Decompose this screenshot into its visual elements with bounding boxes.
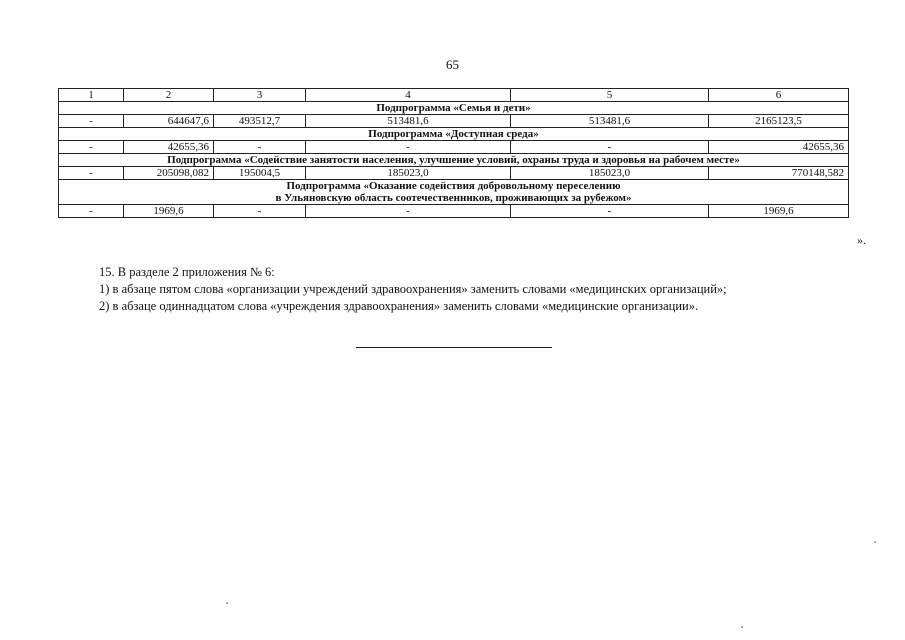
scan-speck (226, 602, 228, 604)
table-cell: 2165123,5 (709, 115, 849, 128)
column-number-2: 2 (124, 89, 214, 102)
table-cell: 770148,582 (709, 167, 849, 180)
subprogram-title: Подпрограмма «Содействие занятости населения, улучшение условий, охраны труда и здоровья на рабочем месте» (59, 154, 849, 167)
subprogram-title: Подпрограмма «Доступная среда» (59, 128, 849, 141)
section-title-row (59, 180, 849, 205)
column-number-5: 5 (511, 89, 709, 102)
table-cell: - (306, 141, 511, 154)
table-cell: - (59, 141, 124, 154)
column-number-1: 1 (59, 89, 124, 102)
table-cell: - (59, 167, 124, 180)
table-row (59, 205, 849, 218)
table-cell: 42655,36 (124, 141, 214, 154)
paragraph-item-1: 1) в абзаце пятом слова «организации учреждений здравоохранения» заменить словами «медицинских организаций»; (99, 282, 727, 296)
table-cell: 513481,6 (511, 115, 709, 128)
table-cell: 195004,5 (214, 167, 306, 180)
table-cell: 185023,0 (511, 167, 709, 180)
table-header-row (59, 89, 849, 102)
table-cell: - (59, 115, 124, 128)
separator-line (356, 347, 552, 348)
budget-table (58, 88, 849, 218)
table-row (59, 115, 849, 128)
paragraph-item-heading: 15. В разделе 2 приложения № 6: (99, 265, 275, 279)
table-cell: 42655,36 (709, 141, 849, 154)
table-cell: 513481,6 (306, 115, 511, 128)
page-number: 65 (446, 57, 459, 72)
column-number-4: 4 (306, 89, 511, 102)
table-row (59, 167, 849, 180)
table-cell: 644647,6 (124, 115, 214, 128)
table-cell: 1969,6 (124, 205, 214, 218)
table-cell: 493512,7 (214, 115, 306, 128)
table-cell: 185023,0 (306, 167, 511, 180)
table-cell: - (306, 205, 511, 218)
subprogram-title: Подпрограмма «Семья и дети» (59, 102, 849, 115)
section-title-row (59, 154, 849, 167)
table-cell: - (214, 141, 306, 154)
scan-speck (874, 541, 876, 543)
subprogram-title-line: Подпрограмма «Оказание содействия добровольному переселению (286, 180, 621, 192)
paragraph-item-2: 2) в абзаце одиннадцатом слова «учреждения здравоохранения» заменить словами «медицинские организации». (99, 299, 699, 313)
table-cell: 205098,082 (124, 167, 214, 180)
scan-speck (741, 626, 743, 628)
section-title-row (59, 102, 849, 115)
subprogram-title-line: в Ульяновскую область соотечественников, проживающих за рубежом» (275, 192, 632, 204)
table-cell: - (511, 205, 709, 218)
table-cell: 1969,6 (709, 205, 849, 218)
subprogram-title (59, 180, 849, 205)
section-title-row (59, 128, 849, 141)
table-row (59, 141, 849, 154)
closing-quote-mark: ». (857, 233, 866, 247)
table-cell: - (511, 141, 709, 154)
column-number-6: 6 (709, 89, 849, 102)
column-number-3: 3 (214, 89, 306, 102)
table-cell: - (214, 205, 306, 218)
table-cell: - (59, 205, 124, 218)
